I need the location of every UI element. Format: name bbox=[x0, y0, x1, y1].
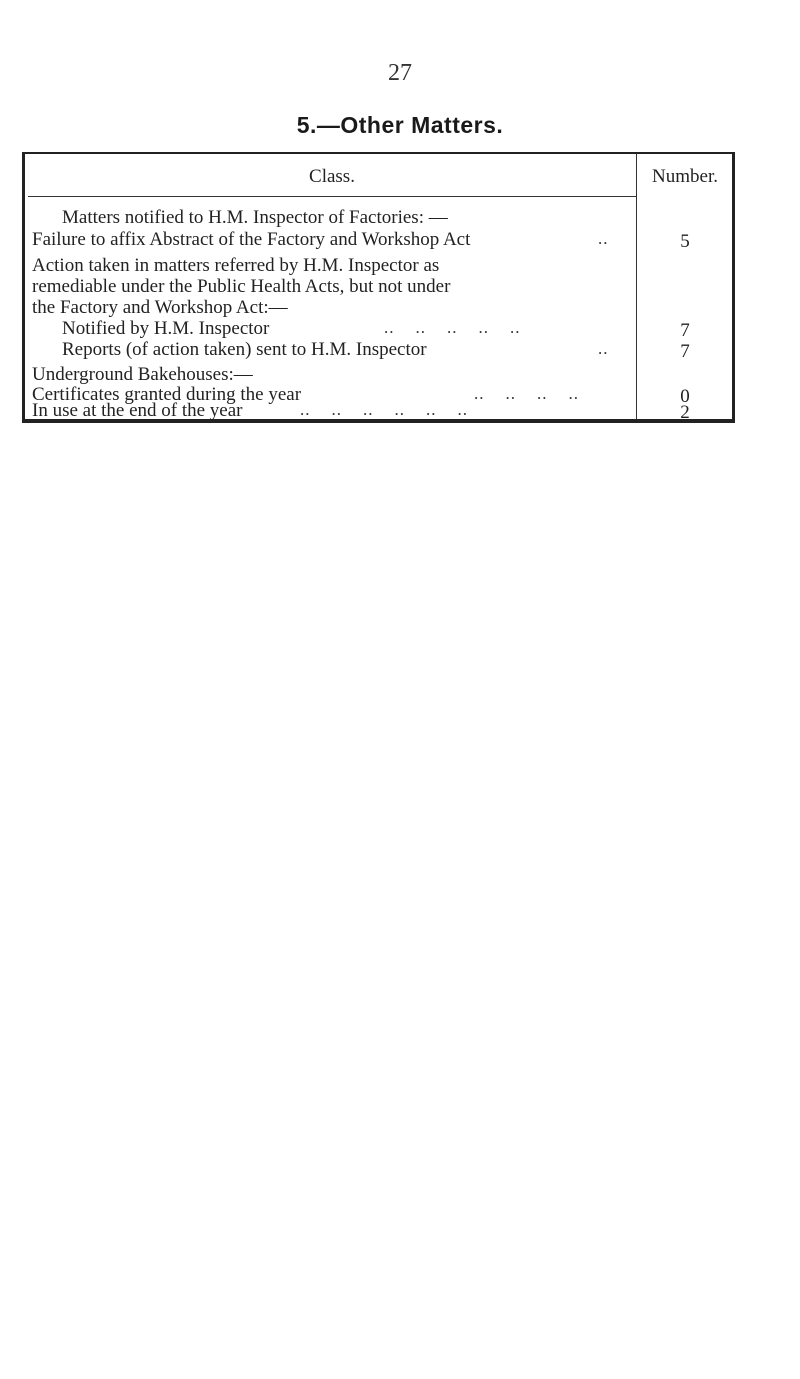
column-divider bbox=[636, 154, 637, 419]
group-heading-matters-notified: Matters notified to H.M. Inspector of Factories: — bbox=[62, 207, 448, 228]
row-value-notified-by-inspector: 7 bbox=[680, 320, 690, 341]
leader-dots: .. .. .. .. .. bbox=[384, 318, 521, 337]
leader-dots: .. .. .. .. .. .. bbox=[300, 400, 468, 419]
row-value-failure-to-affix: 5 bbox=[680, 231, 690, 252]
column-header-class: Class. bbox=[309, 166, 355, 187]
row-label-in-use-end-of-year: In use at the end of the year bbox=[32, 400, 243, 421]
table-top-rule bbox=[22, 152, 735, 154]
page-number: 27 bbox=[388, 60, 412, 86]
row-label-failure-to-affix: Failure to affix Abstract of the Factory and Workshop Act bbox=[32, 229, 471, 250]
section-title: 5.—Other Matters. bbox=[296, 112, 504, 138]
leader-dots: .. bbox=[598, 229, 609, 248]
group-heading-action-line-1: Action taken in matters referred by H.M. Inspector as bbox=[32, 255, 440, 276]
column-header-number: Number. bbox=[652, 166, 718, 187]
leader-dots: .. bbox=[598, 339, 609, 358]
header-rule bbox=[28, 196, 636, 197]
leader-dots: .. .. .. .. bbox=[474, 384, 579, 403]
row-value-certificates-granted: 0 bbox=[680, 386, 690, 407]
row-label-reports-sent: Reports (of action taken) sent to H.M. Inspector bbox=[62, 339, 427, 360]
row-label-certificates-granted: Certificates granted during the year bbox=[32, 384, 302, 405]
row-value-in-use-end-of-year: 2 bbox=[680, 402, 690, 423]
group-heading-underground-bakehouses: Underground Bakehouses:— bbox=[32, 364, 253, 385]
row-value-reports-sent: 7 bbox=[680, 341, 690, 362]
row-label-notified-by-inspector: Notified by H.M. Inspector bbox=[62, 318, 270, 339]
group-heading-action-line-2: remediable under the Public Health Acts, but not under bbox=[32, 276, 451, 297]
group-heading-action-line-3: the Factory and Workshop Act:— bbox=[32, 297, 288, 318]
